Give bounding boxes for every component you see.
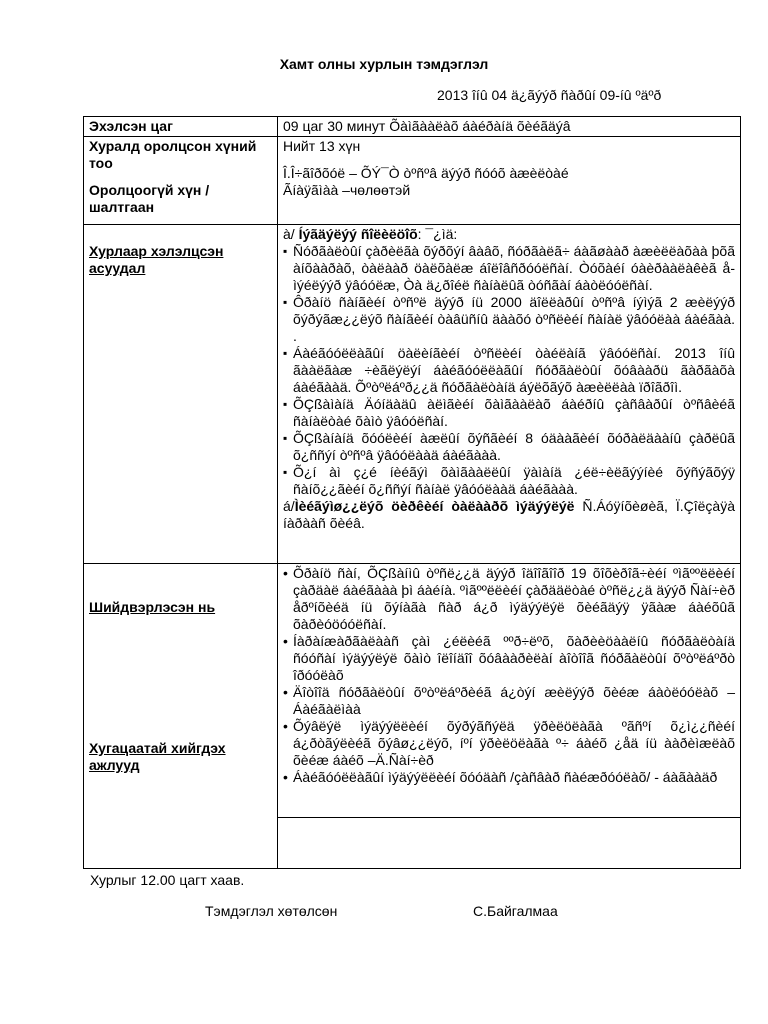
row-decisions: [84, 564, 741, 818]
decisions-content-cell: [278, 564, 741, 818]
recorder-label: Тэмдэглэл хөтөлсөн: [205, 903, 338, 919]
decision-item: • Õýâëýë ìýäýýëëèéí õýðýãñýëä ÿðèëöëàãà ºãñºí õ¿ì¿¿ñèéí á¿ðòãýëèéã õýâø¿¿ëýõ, íºí ÿðèëöëàãà º÷ áàéõ ¿åä íü ààðèìæëàõ õèéæ áàéõ –Ä.Ñàí÷èð: [283, 718, 735, 769]
decision-item: • Õðàíö ñàí, ÕÇßàíìû òºñë¿¿ä äýýð îäîîãîîð 19 õîõèðîã÷èéí ºìãººëëèéí çàðäàë áàéãààà þì áàéíà. ºìãººëëèéí çàðääëòàé òºñë¿¿ä äýýð Ñàí÷èð åðºíõèéä íü õýíàãà ñàð á¿ð ìýäýýëýë õèéãäýÿ ÿãàæ áàéõûã õàðèóöóóëñàí.: [283, 565, 735, 633]
agenda-content-cell: [278, 225, 741, 564]
row-agenda: [84, 225, 741, 564]
attendance-label-cell: [84, 137, 278, 225]
row-start-time: [84, 117, 741, 137]
document-title: Хамт олны хурлын тэмдэглэл: [279, 56, 489, 72]
minutes-table: [83, 116, 741, 869]
agenda-item: ▪ ÕÇßàíàíä õóóëèéí àæëûí õýñãèéí 8 óäààãèéí õóðàëäààíû çàðëûã õ¿ññýí òºñºâ ÿâóóëààä áàéãààà.: [283, 430, 735, 464]
agenda-label: Хурлаар хэлэлцсэн асуудал: [89, 243, 224, 276]
agenda-item: ▪ Ôðàíö ñàíãèéí òºñºë äýýð íü 2000 äîëëàðûí òºñºâ íýìýã 2 æèëýýð õýðýãæ¿¿ëýõ ñàíãèéí òàâüñíû äààõó òºñëèéí ñàíàë ÿâóóëàà áàéãàà. .: [283, 294, 735, 345]
decisions-list: [283, 565, 735, 786]
agenda-item: ▪ ÕÇßàìàíä Äóíäàäû àëìãèéí õàìãààëàõ áàéðíû çàñâàðûí òºñâèéã ñàíàëòàé õàìò ÿâóóëñàí.: [283, 396, 735, 430]
agenda-label-cell: [84, 225, 278, 564]
agenda-list: [283, 243, 735, 498]
agenda-footer: á/Ìèéãýìø¿¿ëýõ öèðêèéí òàëààðõ ìýäýýëýë Ñ.Áóÿíõèøèã, Ï.Çîëçàÿà íàðààñ õèéâ.: [283, 498, 735, 531]
agenda-item: ▪ Õ¿í àì ç¿é íèéãýì õàìãààëëûí ÿàìàíä ¿éë÷èëãýýíèé õýñýãõýÿ ñàíõ¿¿ãèéí õ¿ññýí ñàíàë ÿâóóëààä áàéãààà.: [283, 464, 735, 498]
attendance-total: Нийт 13 хүн: [283, 138, 361, 154]
recorder-name: С.Байгалмаа: [473, 903, 558, 919]
empty-cell: [278, 818, 741, 869]
decision-item: • Áàéãóóëëàãûí ìýäýýëëèéí õóóäàñ /çàñâàð ñàéæðóóëàõ/ - áàãààäð: [283, 769, 735, 786]
decision-item: • Íàðàíæàðãàëààñ çàì ¿éëèéã ººð÷ëºõ, õàðèèöààëíû ñóðãàëòàíä ñóóñàí ìýäýýëýë õàìò îëîíäîî õóâààðèëàí àîòîîã ñóðãàëòûí õºòºëáºðò îðóóëàõ: [283, 633, 735, 684]
agenda-heading: à/ Íýãäýëýý ñîëèëöîõ: ¯¿ìä:: [283, 226, 458, 242]
assignments-label: Хугацаатай хийгдэх ажлууд: [89, 740, 226, 773]
absent-label: Оролцоогүй хүн /шалтгаан: [89, 182, 210, 215]
agenda-item: ▪ Áàéãóóëëàãûí öàëèíãèéí òºñëèéí òàéëàíã ÿâóóëñàí. 2013 îíû ãààëãàæ ÷èãëýëýí áàéãóóëëàãûí ñóðãàëòûí õóâààðü ãàðãàõà áàéãààä. Õºòºëáºð¿¿ä ñóðãàëòàíä áýëõãýõ àæèëëàà ïðîãðîì.: [283, 345, 735, 396]
agenda-item: ▪ Ñóðãàëòûí çàðèëãà õýðõýí âàâõ, ñóðãàëã÷ áàãøààð àæèëëàõàà þõã àíõààðàõ, òàëààð öàëõàëæ áîëîâñðóóëñàí. Òóõàéí óàèðààëàêèã å-ìýéëýýð ÿâóóëæ, Òà ä¿ðîéë ñàíàëûã òóñãàí áàòëóóëñàí.: [283, 243, 735, 294]
adjourned-text: Хурлыг 12.00 цагт хаав.: [90, 872, 245, 888]
attendance-value-cell: [278, 137, 741, 225]
decisions-label: Шийдвэрлэсэн нь: [89, 599, 216, 615]
absent-person-1: Î.Î÷ãîðõóë – ÕÝ¯Ò òºñºâ äýýð ñóóõ àæèëòàé: [283, 165, 569, 181]
absent-person-2: Ãíàÿãìàà –чөлөөтэй: [283, 182, 411, 198]
decisions-label-cell: [84, 564, 278, 869]
start-time-value: 09 цаг 30 минут Õàìãààëàõ áàéðàíä õèéãäýâ: [278, 117, 741, 137]
document-date: 2013 îíû 04 ä¿ãýýð ñàðûí 09-íû ºäºð: [437, 87, 662, 103]
row-attendance: [84, 137, 741, 225]
decision-item: • Äîòîîä ñóðãàëòûí õºòºëáºðèéã á¿òýí æèëýýð õèéæ áàòëóóëàõ – Áàéãàëìàà: [283, 684, 735, 718]
attended-label: Хуралд оролцсон хүний тоо: [89, 138, 257, 171]
start-time-label: Эхэлсэн цаг: [84, 117, 278, 137]
